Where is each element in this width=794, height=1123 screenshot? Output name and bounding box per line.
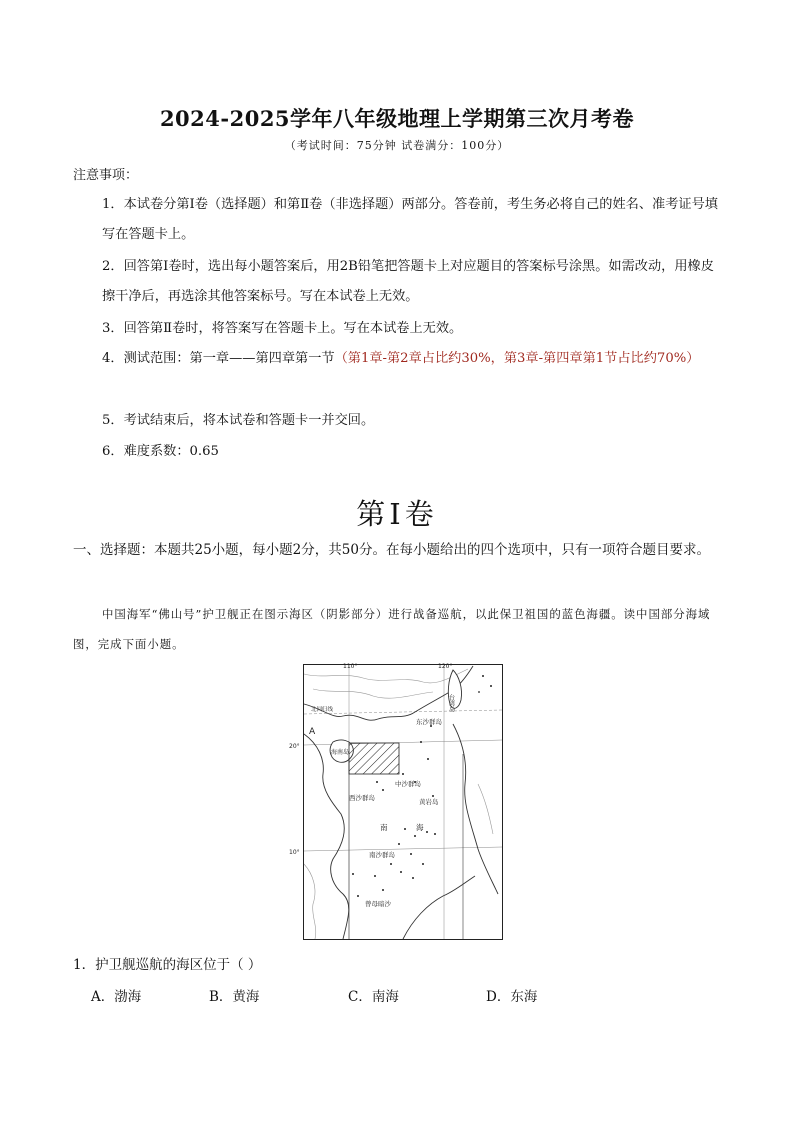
nan-label: 南 [380,823,388,832]
exam-title: 2024-2025学年八年级地理上学期第三次月考卷 [159,106,635,131]
huangyan-label: 黄岩岛 [419,798,439,806]
question-1-stem: 1．护卫舰巡航的海区位于（ ） [73,957,262,973]
hai-label: 海 [416,823,424,832]
lon-label-110: 110° [343,663,358,670]
option-d[interactable]: D．东海 [486,989,538,1005]
part-one-intro-text: 中国海军“佛山号”护卫舰正在图示海区（阴影部分）进行战备巡航，以此保卫祖国的蓝色海疆。读中国部分海域图，完成下面小题。 [73,607,711,651]
question-1-options [91,985,691,1005]
lat-label-10: 10° [289,849,300,856]
notice-item-2 [73,252,723,312]
notice-heading: 注意事项： [73,168,139,183]
notice-item-5-text: 5．考试结束后，将本试卷和答题卡一并交回。 [102,413,375,428]
taiwan-label: 台湾岛 [447,694,455,712]
notice-item-6 [73,437,723,467]
dongsha-label: 东沙群岛 [416,718,442,726]
tropic-label: 北回归线 [311,707,334,713]
option-b[interactable]: B．黄海 [209,989,260,1005]
notice-item-1-text: 1．本试卷分第Ⅰ卷（选择题）和第Ⅱ卷（非选择题）两部分。答卷前，考生务必将自己的姓名、准考证号填写在答题卡上。 [102,197,718,242]
notice-item-6-text: 6．难度系数：0.65 [102,444,219,459]
patrol-area [349,743,399,774]
exam-subtitle: （考试时间：75分钟 试卷满分：100分） [284,139,510,152]
notice-item-3-text: 3．回答第Ⅱ卷时，将答案写在答题卡上。写在本试卷上无效。 [102,321,463,336]
option-c[interactable]: C．南海 [348,989,399,1005]
notice-item-2-text: 2．回答第Ⅰ卷时，选出每小题答案后，用2B铅笔把答题卡上对应题目的答案标号涂黑。如需改动，用橡皮擦干净后，再选涂其他答案标号。写在本试卷上无效。 [102,259,714,304]
notice-item-1 [73,190,723,250]
part-one-heading [73,534,723,566]
notice-item-4-text [73,344,723,374]
notice-item-4-range: （第1章-第2章占比约30%，第3章-第四章第1节占比约70%） [334,351,700,366]
notice-item-4-main: 4．测试范围：第一章——第四章第一节 [102,351,335,366]
part-one-intro [73,599,723,659]
notice-item-5 [73,406,723,436]
zhongsha-label: 中沙群岛 [395,780,421,788]
nansha-label: 南沙群岛 [369,851,395,859]
zengmu-label: 曾母暗沙 [365,900,391,908]
point-a-label: A [309,727,316,737]
hainan-label: 海南岛 [331,749,350,756]
notice-item-3 [73,314,723,344]
notice-item-4 [73,344,723,374]
map-frame [304,665,503,940]
section-title: 第Ⅰ卷 [356,497,438,531]
lat-label-20: 20° [289,743,300,750]
lon-label-120: 120° [438,663,453,670]
option-a[interactable]: A．渤海 [91,989,142,1005]
xisha-label: 西沙群岛 [349,794,375,802]
south-china-sea-map [289,663,503,940]
part-one-heading-text: 一、选择题：本题共25小题，每小题2分，共50分。在每小题给出的四个选项中，只有一项符合题目要求。 [73,542,710,558]
